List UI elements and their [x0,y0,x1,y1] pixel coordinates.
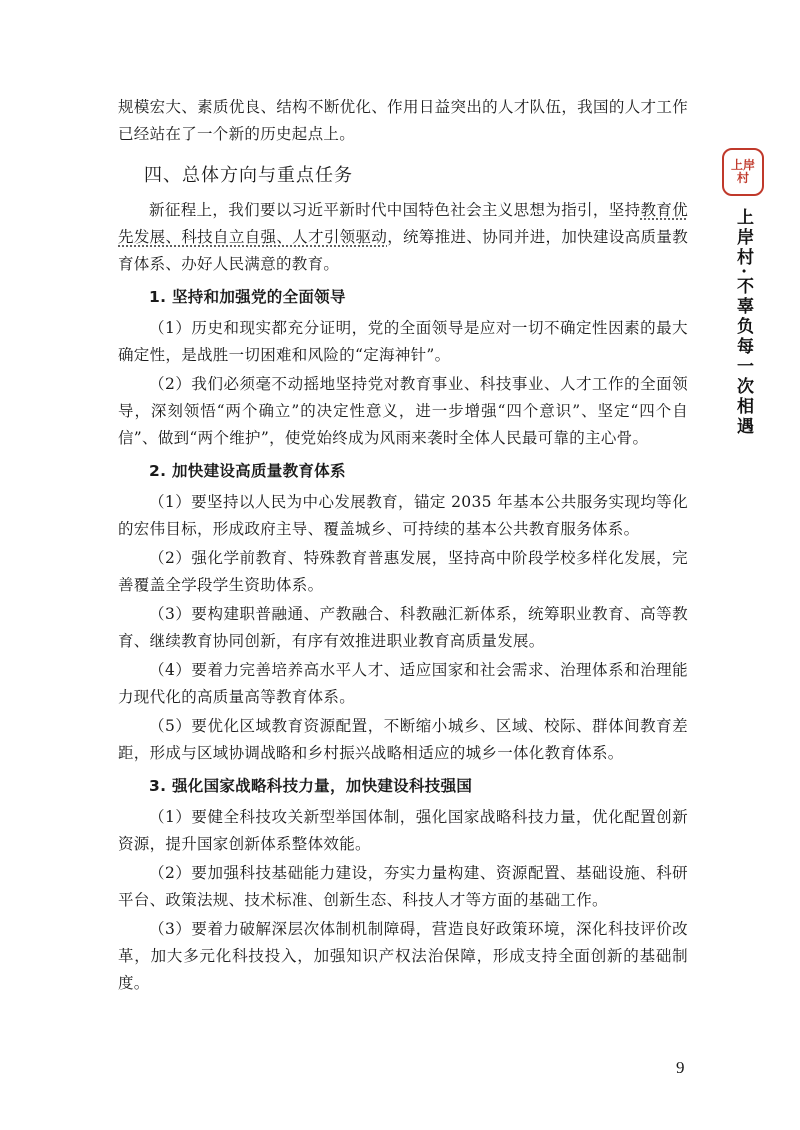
list-item: （3）要着力破解深层次体制机制障碍，营造良好政策环境，深化科技评价改革，加大多元化科技投入，加强知识产权法治保障，形成支持全面创新的基础制度。 [118,920,688,992]
section-intro-paragraph [118,197,688,278]
section-intro-emphasis: 教育优先发展、科技自立自强、人才引领驱动 [118,201,688,246]
list-item: （2）要加强科技基础能力建设，夯实力量构建、资源配置、基础设施、科研平台、政策法规、技术标准、创新生态、科技人才等方面的基础工作。 [118,864,688,909]
list-item: （5）要优化区域教育资源配置，不断缩小城乡、区域、校际、群体间教育差距，形成与区域协调战略和乡村振兴战略相适应的城乡一体化教育体系。 [118,717,688,762]
section-intro-part1: 新征程上，我们要以习近平新时代中国特色社会主义思想为指引，坚持 [149,201,641,219]
sidebar-vertical-slogan: 上岸村·不辜负每一次相遇 [733,208,753,437]
list-item: （1）要健全科技攻关新型举国体制，强化国家战略科技力量，优化配置创新资源，提升国家创新体系整体效能。 [118,808,688,853]
list-item: （4）要着力完善培养高水平人才、适应国家和社会需求、治理体系和治理能力现代化的高质量高等教育体系。 [118,661,688,706]
section-title: 四、总体方向与重点任务 [144,165,353,186]
subsection-title-3: 3. 强化国家战略科技力量，加快建设科技强国 [149,777,473,795]
subsection-title-1: 1. 坚持和加强党的全面领导 [149,288,346,306]
list-item: （1）历史和现实都充分证明，党的全面领导是应对一切不确定性因素的最大确定性，是战胜一切困难和风险的“定海神针”。 [118,319,688,364]
list-item: （2）我们必须毫不动摇地坚持党对教育事业、科技事业、人才工作的全面领导，深刻领悟“两个确立”的决定性意义，进一步增强“四个意识”、坚定“四个自信”、做到“两个维护”，使党始终成为风雨来袭时全体人民最可靠的主心骨。 [118,375,688,447]
seal-text-line2: 村 [736,171,749,185]
list-item: （3）要构建职普融通、产教融合、科教融汇新体系，统筹职业教育、高等教育、继续教育协同创新，有序有效推进职业教育高质量发展。 [118,605,688,650]
page-content [118,94,688,997]
section-intro-part2: ，统筹推进、协同并进，加快建设高质量教育体系、办好人民满意的教育。 [118,228,688,273]
list-item: （1）要坚持以人民为中心发展教育，锚定 2035 年基本公共服务实现均等化的宏伟目标，形成政府主导、覆盖城乡、可持续的基本公共教育服务体系。 [118,493,688,538]
page-number: 9 [676,1058,685,1077]
subsection-title-2: 2. 加快建设高质量教育体系 [149,462,346,480]
seal-text-line1: 上岸 [730,158,755,172]
list-item: （2）强化学前教育、特殊教育普惠发展，坚持高中阶段学校多样化发展，完善覆盖全学段学生资助体系。 [118,549,688,594]
seal-logo-icon [722,148,764,196]
intro-paragraph: 规模宏大、素质优良、结构不断优化、作用日益突出的人才队伍，我国的人才工作已经站在了一个新的历史起点上。 [118,98,688,143]
sidebar-brand [722,148,762,437]
